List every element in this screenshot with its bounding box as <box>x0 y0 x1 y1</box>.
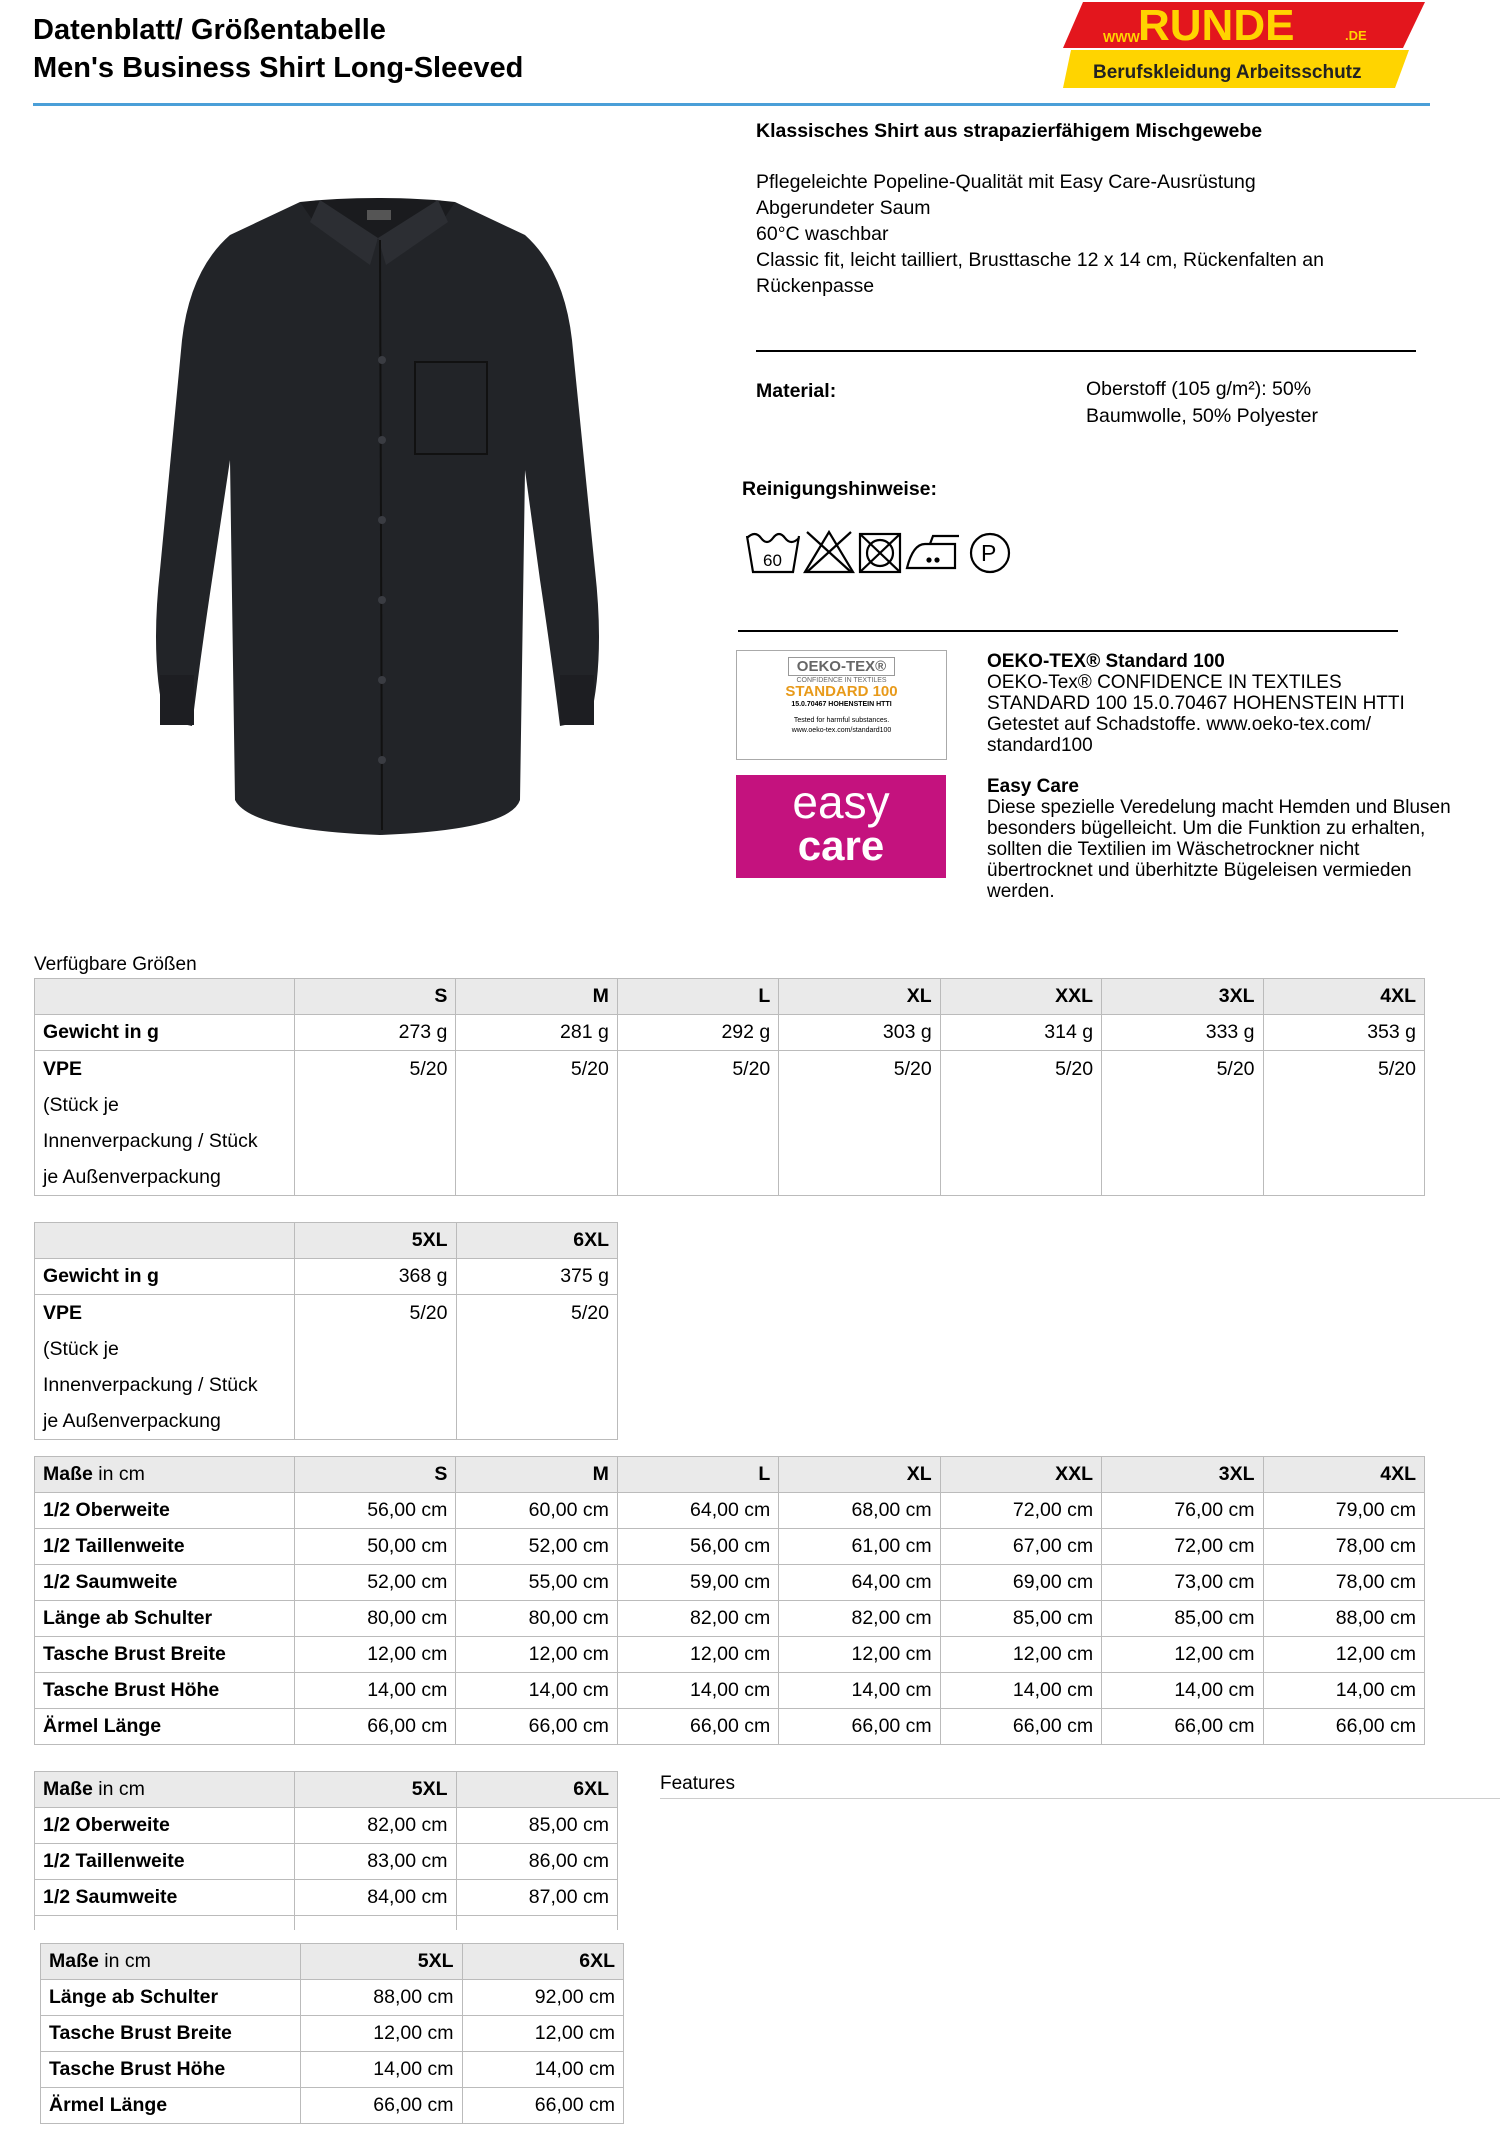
size-header: 5XL <box>295 1772 457 1808</box>
measure-cell: 85,00 cm <box>456 1808 618 1844</box>
measure-cell: 50,00 cm <box>295 1529 456 1565</box>
table-row <box>35 1601 1425 1637</box>
weight-cell: 273 g <box>295 1015 456 1051</box>
measure-cell: 12,00 cm <box>462 2016 624 2052</box>
vpe-sub: (Stück je <box>43 1338 119 1360</box>
table-row <box>35 1259 618 1295</box>
table-row <box>35 1295 618 1440</box>
table-header-cell <box>35 979 295 1015</box>
row-label: Tasche Brust Breite <box>41 2016 301 2052</box>
oeko-badge-number: 15.0.70467 HOHENSTEIN HTTI <box>791 701 892 708</box>
measure-cell: 12,00 cm <box>1102 1637 1263 1673</box>
size-header: L <box>617 1457 778 1493</box>
measure-cell: 85,00 cm <box>940 1601 1101 1637</box>
size-header: 3XL <box>1102 1457 1263 1493</box>
size-header: 5XL <box>301 1944 463 1980</box>
measures-header-label <box>35 1772 295 1808</box>
table-row <box>35 1880 618 1916</box>
weight-cell: 281 g <box>456 1015 617 1051</box>
oeko-heading: OEKO-TEX® Standard 100 <box>987 651 1225 672</box>
measure-cell: 52,00 cm <box>295 1565 456 1601</box>
table-header-row <box>35 1223 618 1259</box>
measure-cell: 14,00 cm <box>301 2052 463 2088</box>
table-row <box>41 2088 624 2124</box>
oeko-badge-sub: CONFIDENCE IN TEXTILES <box>796 677 887 684</box>
measures-table <box>34 1456 1425 1745</box>
row-label: Tasche Brust Höhe <box>41 2052 301 2088</box>
measure-cell: 88,00 cm <box>301 1980 463 2016</box>
measure-cell: 79,00 cm <box>1263 1493 1424 1529</box>
measure-cell: 12,00 cm <box>779 1637 940 1673</box>
measure-cell: 56,00 cm <box>617 1529 778 1565</box>
measure-cell: 66,00 cm <box>301 2088 463 2124</box>
row-label: Tasche Brust Höhe <box>35 1673 295 1709</box>
measures-label-rest: in cm <box>92 1463 145 1485</box>
oeko-text-line: Getestet auf Schadstoffe. www.oeko-tex.com/ <box>987 714 1372 735</box>
measure-cell: 64,00 cm <box>617 1493 778 1529</box>
size-header: S <box>295 979 456 1015</box>
table-row <box>35 1565 1425 1601</box>
weight-table-2 <box>34 1222 618 1440</box>
no-bleach-icon <box>805 532 853 572</box>
oeko-text-line: OEKO-Tex® CONFIDENCE IN TEXTILES <box>987 672 1342 693</box>
row-label: Länge ab Schulter <box>35 1601 295 1637</box>
measure-cell: 78,00 cm <box>1263 1565 1424 1601</box>
row-label: 1/2 Saumweite <box>35 1565 295 1601</box>
measure-cell: 14,00 cm <box>462 2052 624 2088</box>
table-header-row <box>35 1457 1425 1493</box>
vpe-label-cell <box>35 1295 295 1440</box>
no-tumble-dry-icon <box>860 534 900 572</box>
shirt-image <box>120 140 660 910</box>
measure-cell: 67,00 cm <box>940 1529 1101 1565</box>
measure-cell: 60,00 cm <box>456 1493 617 1529</box>
measure-cell: 66,00 cm <box>779 1709 940 1745</box>
measure-cell: 12,00 cm <box>617 1637 778 1673</box>
oeko-text-line: standard100 <box>987 735 1093 756</box>
row-label: Gewicht in g <box>35 1015 295 1051</box>
vpe-cell: 5/20 <box>617 1051 778 1196</box>
measure-cell: 73,00 cm <box>1102 1565 1263 1601</box>
table-gap-row <box>35 1916 618 1931</box>
vpe-cell: 5/20 <box>295 1295 457 1440</box>
size-header: XXL <box>940 1457 1101 1493</box>
table-row <box>35 1051 1425 1196</box>
measures-table-2 <box>34 1771 618 1930</box>
measure-cell: 72,00 cm <box>1102 1529 1263 1565</box>
table-row <box>35 1844 618 1880</box>
vpe-sub: (Stück je <box>43 1094 119 1116</box>
size-header: XXL <box>940 979 1101 1015</box>
oeko-badge-title: OEKO-TEX® <box>788 657 895 676</box>
table-row <box>35 1493 1425 1529</box>
care-symbols <box>745 528 1065 578</box>
row-label: Ärmel Länge <box>41 2088 301 2124</box>
wash-60-icon <box>747 534 799 572</box>
vpe-sub: Innenverpackung / Stück <box>43 1374 258 1396</box>
size-header: M <box>456 979 617 1015</box>
measure-cell: 14,00 cm <box>1263 1673 1424 1709</box>
measures-label-bold: Maße <box>49 1950 99 1972</box>
row-label: 1/2 Oberweite <box>35 1808 295 1844</box>
vpe-sub: je Außenverpackung <box>43 1410 221 1432</box>
header-divider <box>33 103 1430 106</box>
weight-cell: 353 g <box>1263 1015 1424 1051</box>
logo-brand: RUNDE <box>1138 1 1295 50</box>
row-label: VPE <box>43 1058 83 1080</box>
runde-logo <box>1063 0 1425 90</box>
easy-care-text-line: besonders bügelleicht. Um die Funktion zu erhalten, <box>987 818 1426 839</box>
measure-cell: 82,00 cm <box>779 1601 940 1637</box>
size-header: S <box>295 1457 456 1493</box>
logo-tld: .DE <box>1345 28 1367 43</box>
measure-cell: 14,00 cm <box>1102 1673 1263 1709</box>
table-row <box>35 1637 1425 1673</box>
row-label: Ärmel Länge <box>35 1709 295 1745</box>
easy-care-logo <box>736 775 946 878</box>
logo-www: WWW <box>1103 30 1140 45</box>
sizes-label: Verfügbare Größen <box>34 954 197 975</box>
dryclean-p-icon <box>971 534 1009 572</box>
table-row <box>41 2016 624 2052</box>
measure-cell: 59,00 cm <box>617 1565 778 1601</box>
vpe-cell: 5/20 <box>1263 1051 1424 1196</box>
measures-label-rest: in cm <box>98 1950 151 1972</box>
weight-cell: 375 g <box>456 1259 618 1295</box>
oeko-badge-url: www.oeko-tex.com/standard100 <box>791 727 892 734</box>
measure-cell: 72,00 cm <box>940 1493 1101 1529</box>
easy-care-text-line: werden. <box>987 881 1055 902</box>
logo-tagline: Berufskleidung Arbeitsschutz <box>1093 62 1362 83</box>
description-line: Rückenpasse <box>756 275 875 297</box>
dryclean-letter: P <box>981 540 997 566</box>
measure-cell: 12,00 cm <box>295 1637 456 1673</box>
table-row <box>41 1980 624 2016</box>
measure-cell: 84,00 cm <box>295 1880 457 1916</box>
measure-cell: 80,00 cm <box>456 1601 617 1637</box>
weight-cell: 292 g <box>617 1015 778 1051</box>
size-header: L <box>617 979 778 1015</box>
vpe-sub: Innenverpackung / Stück <box>43 1130 258 1152</box>
measure-cell: 66,00 cm <box>456 1709 617 1745</box>
weight-cell: 368 g <box>295 1259 457 1295</box>
easy-care-heading: Easy Care <box>987 776 1079 797</box>
vpe-cell: 5/20 <box>295 1051 456 1196</box>
row-label: 1/2 Oberweite <box>35 1493 295 1529</box>
size-header: 6XL <box>456 1223 618 1259</box>
material-value: Oberstoff (105 g/m²): 50% <box>1086 378 1312 400</box>
measure-cell: 14,00 cm <box>779 1673 940 1709</box>
table-header-cell <box>35 1223 295 1259</box>
divider <box>756 350 1416 352</box>
measure-cell: 14,00 cm <box>940 1673 1101 1709</box>
easy-care-text-line: sollten die Textilien im Wäschetrockner nicht <box>987 839 1360 860</box>
table-row <box>35 1529 1425 1565</box>
oeko-tex-badge <box>736 650 947 760</box>
features-divider <box>660 1798 1500 1799</box>
vpe-sub: je Außenverpackung <box>43 1166 221 1188</box>
size-header: XL <box>779 1457 940 1493</box>
measure-cell: 12,00 cm <box>301 2016 463 2052</box>
measure-cell: 78,00 cm <box>1263 1529 1424 1565</box>
table-row <box>35 1709 1425 1745</box>
size-header: 6XL <box>462 1944 624 1980</box>
vpe-cell: 5/20 <box>456 1295 618 1440</box>
weight-cell: 333 g <box>1102 1015 1263 1051</box>
size-header: 4XL <box>1263 1457 1424 1493</box>
measures-table-3 <box>40 1943 624 2124</box>
measure-cell: 66,00 cm <box>617 1709 778 1745</box>
measures-label-bold: Maße <box>43 1463 93 1485</box>
measure-cell: 76,00 cm <box>1102 1493 1263 1529</box>
features-label: Features <box>660 1773 735 1794</box>
measure-cell: 14,00 cm <box>617 1673 778 1709</box>
iron-medium-icon <box>907 536 959 568</box>
easy-care-logo-line2: care <box>797 822 885 869</box>
weight-cell: 314 g <box>940 1015 1101 1051</box>
measure-cell: 14,00 cm <box>295 1673 456 1709</box>
measure-cell: 68,00 cm <box>779 1493 940 1529</box>
measure-cell: 82,00 cm <box>617 1601 778 1637</box>
product-title: Men's Business Shirt Long-Sleeved <box>33 52 524 84</box>
care-title: Reinigungshinweise: <box>742 478 938 500</box>
measure-cell: 12,00 cm <box>456 1637 617 1673</box>
description-line: Abgerundeter Saum <box>756 197 931 219</box>
row-label: Tasche Brust Breite <box>35 1637 295 1673</box>
size-header: 5XL <box>295 1223 457 1259</box>
table-header-row <box>41 1944 624 1980</box>
measure-cell: 92,00 cm <box>462 1980 624 2016</box>
row-label: Gewicht in g <box>35 1259 295 1295</box>
description-line: 60°C waschbar <box>756 223 889 245</box>
size-header: 6XL <box>456 1772 618 1808</box>
easy-care-logo-line1: easy <box>792 776 890 828</box>
measures-label-bold: Maße <box>43 1778 93 1800</box>
vpe-cell: 5/20 <box>779 1051 940 1196</box>
measure-cell: 80,00 cm <box>295 1601 456 1637</box>
material-label: Material: <box>756 380 837 402</box>
measure-cell: 56,00 cm <box>295 1493 456 1529</box>
measure-cell: 55,00 cm <box>456 1565 617 1601</box>
page-title: Datenblatt/ Größentabelle <box>33 14 386 46</box>
size-header: 4XL <box>1263 979 1424 1015</box>
measure-cell: 66,00 cm <box>1102 1709 1263 1745</box>
size-header: XL <box>779 979 940 1015</box>
measure-cell: 69,00 cm <box>940 1565 1101 1601</box>
measure-cell: 64,00 cm <box>779 1565 940 1601</box>
description-line: Pflegeleichte Popeline-Qualität mit Easy Care-Ausrüstung <box>756 171 1256 193</box>
row-label: VPE <box>43 1302 83 1324</box>
description-line: Classic fit, leicht tailliert, Brusttasche 12 x 14 cm, Rückenfalten an <box>756 249 1324 271</box>
oeko-badge-standard: STANDARD 100 <box>785 683 898 700</box>
measure-cell: 14,00 cm <box>456 1673 617 1709</box>
vpe-cell: 5/20 <box>1102 1051 1263 1196</box>
measures-header-label <box>41 1944 301 1980</box>
measure-cell: 87,00 cm <box>456 1880 618 1916</box>
row-label: Länge ab Schulter <box>41 1980 301 2016</box>
weight-cell: 303 g <box>779 1015 940 1051</box>
vpe-cell: 5/20 <box>456 1051 617 1196</box>
row-label: 1/2 Saumweite <box>35 1880 295 1916</box>
measure-cell: 12,00 cm <box>1263 1637 1424 1673</box>
measure-cell: 85,00 cm <box>1102 1601 1263 1637</box>
row-label: 1/2 Taillenweite <box>35 1529 295 1565</box>
wash-temp: 60 <box>763 551 782 570</box>
oeko-text-line: STANDARD 100 15.0.70467 HOHENSTEIN HTTI <box>987 693 1405 714</box>
measure-cell: 12,00 cm <box>940 1637 1101 1673</box>
measure-cell: 86,00 cm <box>456 1844 618 1880</box>
vpe-cell: 5/20 <box>940 1051 1101 1196</box>
description-headline: Klassisches Shirt aus strapazierfähigem Mischgewebe <box>756 120 1263 142</box>
measure-cell: 61,00 cm <box>779 1529 940 1565</box>
size-header: M <box>456 1457 617 1493</box>
vpe-label-cell <box>35 1051 295 1196</box>
measure-cell: 66,00 cm <box>462 2088 624 2124</box>
table-row <box>35 1808 618 1844</box>
divider <box>738 630 1398 632</box>
weight-table <box>34 978 1425 1196</box>
table-row <box>35 1015 1425 1051</box>
table-header-row <box>35 979 1425 1015</box>
oeko-badge-tested: Tested for harmful substances. <box>793 717 890 724</box>
measures-label-rest: in cm <box>92 1778 145 1800</box>
easy-care-text-line: Diese spezielle Veredelung macht Hemden und Blusen <box>987 797 1451 818</box>
table-row <box>35 1673 1425 1709</box>
measure-cell: 66,00 cm <box>940 1709 1101 1745</box>
measure-cell: 66,00 cm <box>1263 1709 1424 1745</box>
measure-cell: 52,00 cm <box>456 1529 617 1565</box>
measure-cell: 82,00 cm <box>295 1808 457 1844</box>
row-label: 1/2 Taillenweite <box>35 1844 295 1880</box>
material-value: Baumwolle, 50% Polyester <box>1086 405 1318 427</box>
measure-cell: 88,00 cm <box>1263 1601 1424 1637</box>
measure-cell: 83,00 cm <box>295 1844 457 1880</box>
size-header: 3XL <box>1102 979 1263 1015</box>
table-row <box>41 2052 624 2088</box>
table-header-row <box>35 1772 618 1808</box>
measures-header-label <box>35 1457 295 1493</box>
measure-cell: 66,00 cm <box>295 1709 456 1745</box>
easy-care-text-line: übertrocknet und überhitzte Bügeleisen vermieden <box>987 860 1412 881</box>
